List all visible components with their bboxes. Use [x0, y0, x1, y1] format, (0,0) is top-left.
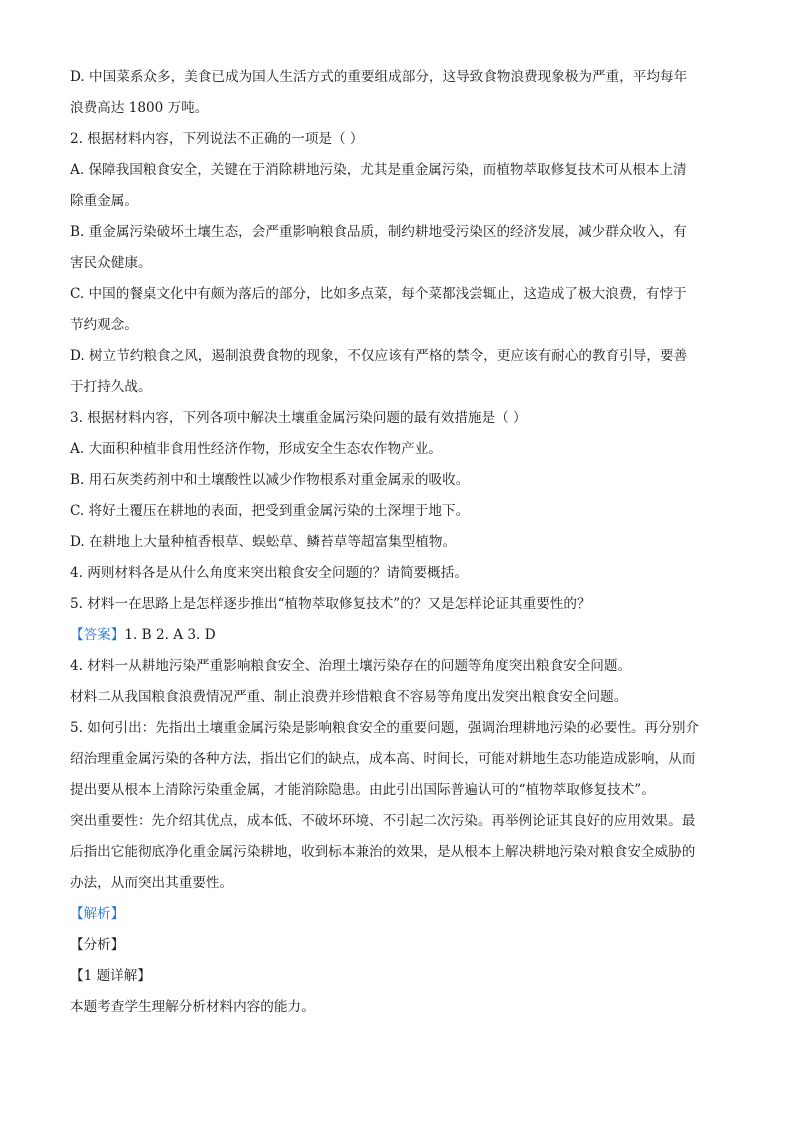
answer-line: 绍治理重金属污染的各种方法，指出它们的缺点，成本高、时间长，可能对耕地生态功能造成影响，从而 [70, 751, 696, 767]
question-4: 4. 两则材料各是从什么角度来突出粮食安全问题的？请简要概括。 [70, 565, 468, 581]
text-line: 除重金属。 [70, 193, 138, 209]
answer-line: 提出要从根本上清除污染重金属，才能消除隐患。由此引出国际普遍认可的“植物萃取修复技术”。 [70, 782, 655, 798]
answer-choices: 1. B 2. A 3. D [124, 627, 216, 643]
question-3: 3. 根据材料内容，下列各项中解决土壤重金属污染问题的最有效措施是（ ） [70, 410, 527, 426]
text-line: 本题考查学生理解分析材料内容的能力。 [70, 999, 315, 1015]
answer-line: 突出重要性：先介绍其优点，成本低、不破坏环境、不引起二次污染。再举例论证其良好的应用效果。最 [70, 813, 696, 829]
analysis-label: 【解析】 [70, 906, 125, 922]
section-tag: 【分析】 [70, 937, 125, 953]
option-line: B. 重金属污染破坏土壤生态，会严重影响粮食品质，制约耕地受污染区的经济发展，减少群众收入，有 [70, 224, 687, 240]
option-line: D. 在耕地上大量种植香根草、蜈蚣草、鳞苔草等超富集型植物。 [70, 534, 457, 550]
option-line: C. 中国的餐桌文化中有颇为落后的部分，比如多点菜，每个菜都浅尝辄止，这造成了极大浪费，有悖于 [70, 286, 687, 302]
option-line: C. 将好土覆压在耕地的表面，把受到重金属污染的土深埋于地下。 [70, 503, 470, 519]
text-line: 害民众健康。 [70, 255, 152, 271]
answer-row [70, 620, 724, 651]
answer-line: 4. 材料一从耕地污染严重影响粮食安全、治理土壤污染存在的问题等角度突出粮食安全问题。 [70, 658, 632, 674]
answer-tag: 【答案】 [70, 627, 125, 643]
answer-line: 材料二从我国粮食浪费情况严重、制止浪费并珍惜粮食不容易等角度出发突出粮食安全问题。 [70, 689, 628, 705]
question-5: 5. 材料一在思路上是怎样逐步推出“植物萃取修复技术”的？又是怎样论证其重要性的？ [70, 596, 591, 612]
question-2: 2. 根据材料内容，下列说法不正确的一项是（ ） [70, 131, 364, 147]
analysis-tag [70, 899, 724, 930]
document-content [70, 62, 724, 1023]
option-line: A. 保障我国粮食安全，关键在于消除耕地污染，尤其是重金属污染，而植物萃取修复技术可从根本上清 [70, 162, 687, 178]
answer-line: 后指出它能彻底净化重金属污染耕地，收到标本兼治的效果，是从根本上解决耕地污染对粮食安全威胁的 [70, 844, 696, 860]
section-tag: 【1 题详解】 [70, 968, 151, 984]
text-line: D. 中国菜系众多，美食已成为国人生活方式的重要组成部分，这导致食物浪费现象极为严重，平均每年 [70, 69, 688, 85]
text-line: 于打持久战。 [70, 379, 152, 395]
answer-line: 办法，从而突出其重要性。 [70, 875, 234, 891]
text-line: 浪费高达 1800 万吨。 [70, 100, 209, 116]
text-line: 节约观念。 [70, 317, 138, 333]
option-line: D. 树立节约粮食之风，遏制浪费食物的现象，不仅应该有严格的禁令，更应该有耐心的教育引导，要善 [70, 348, 688, 364]
option-line: B. 用石灰类药剂中和土壤酸性以减少作物根系对重金属汞的吸收。 [70, 472, 470, 488]
answer-line: 5. 如何引出：先指出土壤重金属污染是影响粮食安全的重要问题，强调治理耕地污染的必要性。再分别介 [70, 720, 700, 736]
option-line: A. 大面积种植非食用性经济作物，形成安全生态农作物产业。 [70, 441, 442, 457]
